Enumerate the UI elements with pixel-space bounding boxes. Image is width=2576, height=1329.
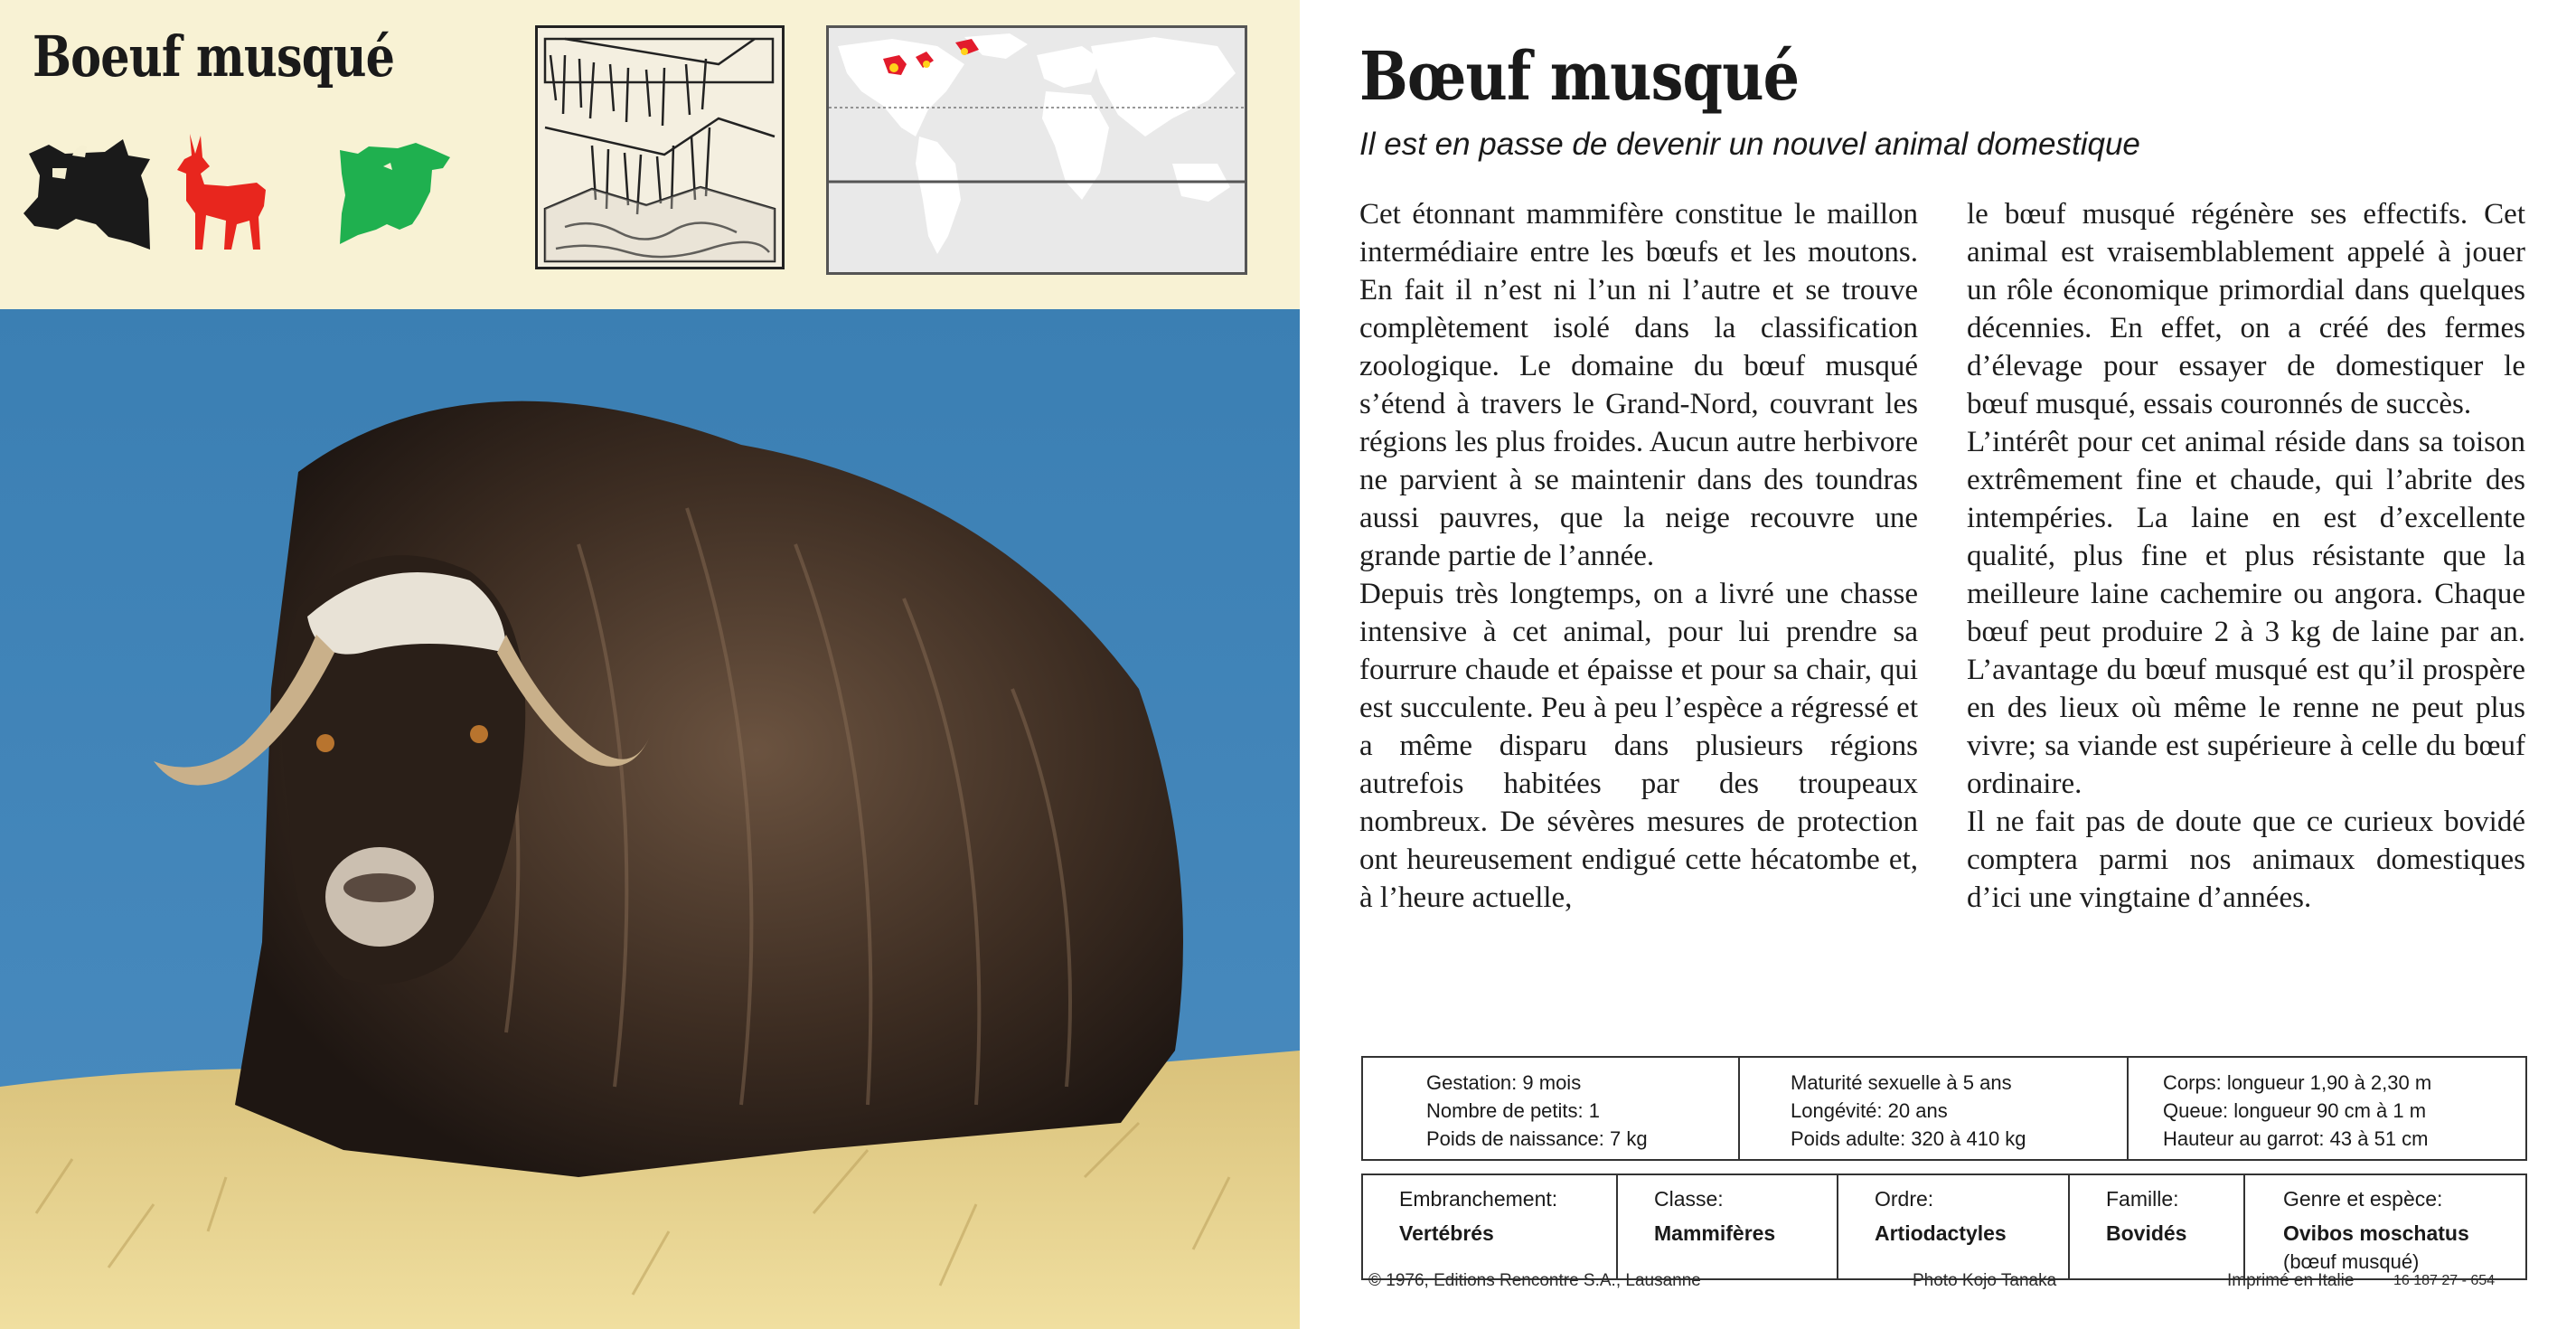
back-subtitle: Il est en passe de devenir un nouvel animal domestique bbox=[1359, 127, 2140, 162]
distribution-map bbox=[826, 25, 1247, 275]
fact-birth-weight: Poids de naissance: 7 kg bbox=[1426, 1127, 1648, 1150]
print-code: 16 187 27 - 654 bbox=[2393, 1273, 2496, 1288]
paragraph: le bœuf musqué régénère ses effectifs. Cet animal est vraisemblablement appelé à jouer un rôle économique primordial dans quelques décennies. En effet, on a créé des fermes d’élevage pour essayer de domestiquer le bœuf musqué, essais couronnés de succès. bbox=[1967, 198, 2525, 420]
fact-adult-weight: Poids adulte: 320 à 410 kg bbox=[1791, 1127, 2026, 1150]
front-header bbox=[0, 0, 1300, 309]
musk-ox-photo bbox=[0, 309, 1300, 1329]
paragraph: L’intérêt pour cet animal réside dans sa toison extrêmement fine et chaude, qui l’abrite des intempéries. La laine en est d’excellente qualité, plus fine et plus résistante que la meilleure laine cachemire ou angora. Chaque bœuf peut produire 2 à 3 kg de laine par an. L’avantage du bœuf musqué est qu’il prospère en des lieux où même le renne ne peut plus vivre; sa viande est supérieure à celle du bœuf ordinaire. bbox=[1967, 426, 2525, 800]
paragraph: Depuis très longtemps, on a livré une chasse intensive à cet animal, pour lui prendre sa fourrure chaude et épaisse et pour sa chair, qui est succulente. Peu à peu l’espèce a régressé et a même disparu dans plusieurs régions autrefois habitées par des troupeaux nombreux. De sévères mesures de protection ont heureusement endigué cette hécatombe et, à l’heure actuelle, bbox=[1359, 578, 1918, 914]
bull-head-icon bbox=[336, 141, 454, 254]
photo-credit: Photo Kojo Tanaka bbox=[1913, 1271, 2057, 1290]
facts-table bbox=[1361, 1056, 2527, 1280]
antelope-icon bbox=[174, 130, 273, 258]
taxonomy-value: Ovibos moschatus bbox=[2283, 1221, 2469, 1245]
taxonomy-species bbox=[2245, 1175, 2525, 1278]
card-footer bbox=[1361, 1271, 2527, 1300]
back-card bbox=[1300, 0, 2576, 1329]
fact-shoulder-height: Hauteur au garrot: 43 à 51 cm bbox=[2163, 1127, 2429, 1150]
front-title: Boeuf musqué bbox=[33, 24, 395, 90]
habitat-pictogram bbox=[535, 25, 785, 269]
taxonomy-label: Genre et espèce: bbox=[2283, 1187, 2443, 1211]
taxonomy-label: Famille: bbox=[2106, 1187, 2179, 1211]
fact-gestation: Gestation: 9 mois bbox=[1426, 1071, 1582, 1094]
taxonomy-value: Mammifères bbox=[1654, 1221, 1776, 1245]
fact-maturity: Maturité sexuelle à 5 ans bbox=[1791, 1071, 2012, 1094]
copyright-text: © 1976, Editions Rencontre S.A., Lausanne bbox=[1368, 1271, 1701, 1290]
text-column-2 bbox=[1967, 195, 2525, 917]
taxonomy-family bbox=[2070, 1175, 2245, 1278]
printed-in: Imprimé en Italie bbox=[2227, 1271, 2355, 1290]
taxonomy-label: Embranchement: bbox=[1399, 1187, 1558, 1211]
taxonomy-value: Vertébrés bbox=[1399, 1221, 1494, 1245]
taxonomy-label: Classe: bbox=[1654, 1187, 1724, 1211]
fact-tail-length: Queue: longueur 90 cm à 1 m bbox=[2163, 1099, 2427, 1122]
fact-longevity: Longévité: 20 ans bbox=[1791, 1099, 1948, 1122]
biology-facts-row bbox=[1361, 1056, 2527, 1161]
fact-body-length: Corps: longueur 1,90 à 2,30 m bbox=[2163, 1071, 2432, 1094]
paragraph: Cet étonnant mammifère constitue le maillon intermédiaire entre les bœufs et les moutons. En fait il n’est ni l’un ni l’autre et se trouve complètement isolé dans la classification zoologique. Le domaine du bœuf musqué s’étend à travers le Grand-Nord, couvrant les régions les plus froides. Aucun autre herbivore ne parvient à se maintenir dans des toundras aussi pauvres, que la neige recouvre une grande partie de l’année. bbox=[1359, 198, 1918, 572]
taxonomy-row bbox=[1361, 1173, 2527, 1280]
back-title: Bœuf musqué bbox=[1359, 38, 1800, 116]
taxonomy-label: Ordre: bbox=[1875, 1187, 1934, 1211]
fact-litter-size: Nombre de petits: 1 bbox=[1426, 1099, 1600, 1122]
paragraph: Il ne fait pas de doute que ce curieux bovidé comptera parmi nos animaux domestiques d’ici une vingtaine d’années. bbox=[1967, 806, 2525, 914]
reproduction-facts bbox=[1363, 1058, 1740, 1159]
taxonomy-class bbox=[1618, 1175, 1838, 1278]
lifecycle-facts bbox=[1740, 1058, 2129, 1159]
taxonomy-value: Bovidés bbox=[2106, 1221, 2187, 1245]
taxonomy-value: Artiodactyles bbox=[1875, 1221, 2007, 1245]
cow-head-icon bbox=[22, 136, 157, 258]
text-column-1 bbox=[1359, 195, 1918, 917]
taxonomy-common-name: (bœuf musqué) bbox=[2283, 1250, 2420, 1273]
size-facts bbox=[2129, 1058, 2525, 1159]
taxonomy-order bbox=[1838, 1175, 2070, 1278]
taxonomy-phylum bbox=[1363, 1175, 1618, 1278]
